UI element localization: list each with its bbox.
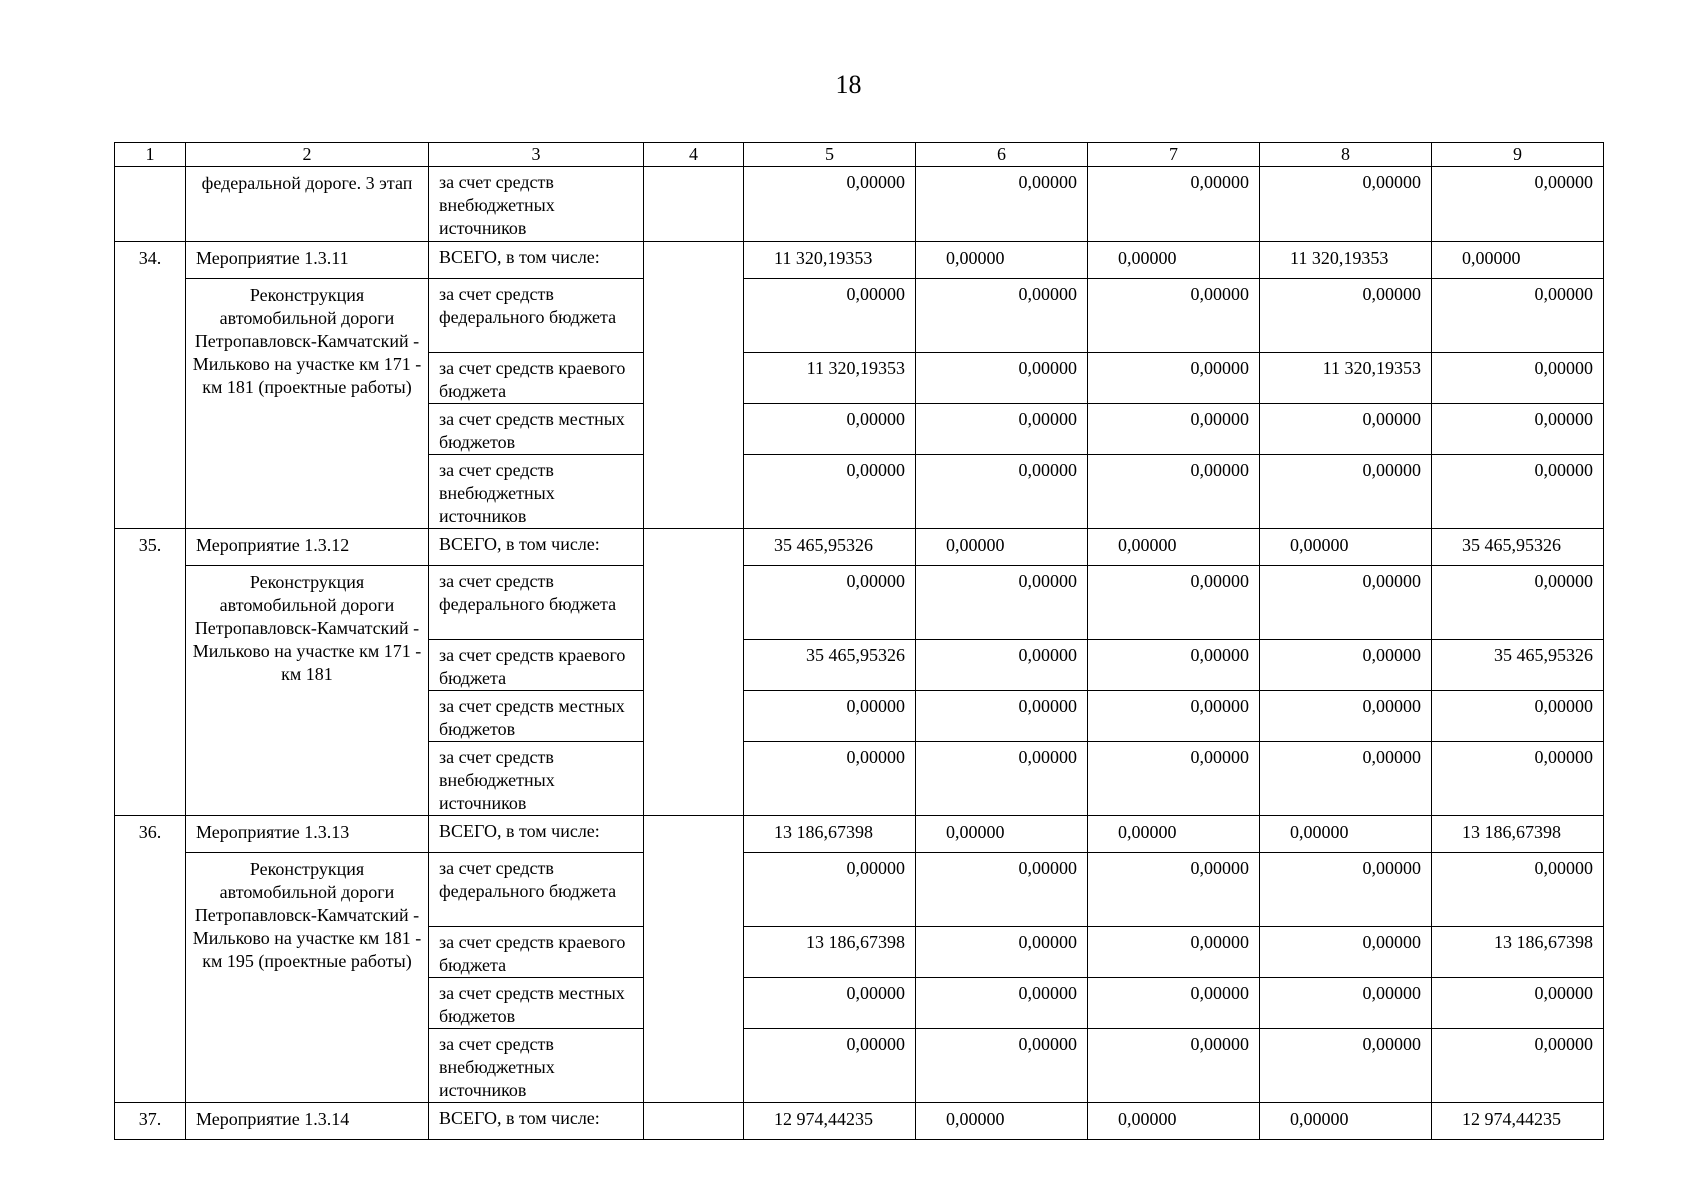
value-cell: 13 186,67398 (744, 927, 916, 978)
value-cell: 0,00000 (916, 566, 1088, 640)
value-cell: 0,00000 (916, 455, 1088, 529)
value-cell: 0,00000 (744, 853, 916, 927)
value-cell: 0,00000 (744, 978, 916, 1029)
total-value: 12 974,44235 (1432, 1103, 1604, 1140)
column-4-cell (644, 529, 744, 816)
continuation-row (115, 167, 1604, 242)
total-row (115, 1103, 1604, 1140)
funding-source: за счет средств федерального бюджета (429, 566, 644, 640)
measure-name: Мероприятие 1.3.12 (186, 529, 429, 566)
total-value: 0,00000 (916, 816, 1088, 853)
value-cell: 0,00000 (1260, 1029, 1432, 1103)
value-cell: 0,00000 (1432, 566, 1604, 640)
column-4-cell (644, 167, 744, 242)
value-cell: 0,00000 (1088, 691, 1260, 742)
funding-source: за счет средств краевого бюджета (429, 927, 644, 978)
value-cell: 0,00000 (1260, 978, 1432, 1029)
value-cell: 0,00000 (1260, 279, 1432, 353)
value-cell: 0,00000 (916, 353, 1088, 404)
total-value: 0,00000 (916, 242, 1088, 279)
column-number: 1 (115, 143, 186, 167)
funding-source: за счет средств внебюджетных источников (429, 1029, 644, 1103)
value-cell: 0,00000 (1432, 978, 1604, 1029)
value-cell: 0,00000 (1432, 742, 1604, 816)
total-row (115, 816, 1604, 853)
funding-source: за счет средств местных бюджетов (429, 691, 644, 742)
value-cell: 11 320,19353 (744, 353, 916, 404)
value-cell: 0,00000 (1260, 455, 1432, 529)
funding-source: за счет средств внебюджетных источников (429, 742, 644, 816)
federal-row (115, 279, 1604, 353)
value-cell: 0,00000 (1088, 853, 1260, 927)
total-value: 13 186,67398 (744, 816, 916, 853)
value-cell: 0,00000 (744, 455, 916, 529)
value-cell: 0,00000 (1432, 279, 1604, 353)
value-cell: 0,00000 (1260, 167, 1432, 242)
column-number: 4 (644, 143, 744, 167)
funding-source: ВСЕГО, в том числе: (429, 1103, 644, 1140)
total-value: 13 186,67398 (1432, 816, 1604, 853)
value-cell: 0,00000 (1088, 279, 1260, 353)
column-number: 8 (1260, 143, 1432, 167)
value-cell: 0,00000 (1260, 566, 1432, 640)
value-cell: 0,00000 (1432, 353, 1604, 404)
value-cell: 0,00000 (744, 691, 916, 742)
total-value: 0,00000 (916, 529, 1088, 566)
value-cell: 0,00000 (1088, 353, 1260, 404)
total-row (115, 529, 1604, 566)
row-number-cell (115, 167, 186, 242)
value-cell: 0,00000 (1260, 742, 1432, 816)
item-description: Реконструкция автомобильной дороги Петропавловск-Камчатский - Мильково на участке км 171 - км 181 (186, 566, 429, 816)
column-4-cell (644, 816, 744, 1103)
value-cell: 0,00000 (1432, 691, 1604, 742)
value-cell: 0,00000 (916, 640, 1088, 691)
row-number: 37. (115, 1103, 186, 1140)
value-cell: 0,00000 (1260, 404, 1432, 455)
row-number: 35. (115, 529, 186, 816)
value-cell: 35 465,95326 (744, 640, 916, 691)
value-cell: 0,00000 (1088, 742, 1260, 816)
value-cell: 0,00000 (1260, 640, 1432, 691)
value-cell: 0,00000 (1088, 978, 1260, 1029)
value-cell: 0,00000 (744, 167, 916, 242)
value-cell: 0,00000 (1088, 167, 1260, 242)
total-row (115, 242, 1604, 279)
value-cell: 0,00000 (1432, 455, 1604, 529)
value-cell: 0,00000 (916, 853, 1088, 927)
funding-source: ВСЕГО, в том числе: (429, 816, 644, 853)
item-description: Реконструкция автомобильной дороги Петропавловск-Камчатский - Мильково на участке км 171 - км 181 (проектные работы) (186, 279, 429, 529)
funding-source: за счет средств местных бюджетов (429, 978, 644, 1029)
funding-source: за счет средств внебюджетных источников (429, 455, 644, 529)
total-value: 0,00000 (1088, 242, 1260, 279)
value-cell: 0,00000 (1432, 404, 1604, 455)
value-cell: 0,00000 (916, 279, 1088, 353)
total-value: 0,00000 (1088, 1103, 1260, 1140)
column-number: 7 (1088, 143, 1260, 167)
value-cell: 0,00000 (1260, 927, 1432, 978)
total-value: 0,00000 (1088, 529, 1260, 566)
total-value: 0,00000 (1260, 529, 1432, 566)
value-cell: 0,00000 (1088, 640, 1260, 691)
total-value: 35 465,95326 (1432, 529, 1604, 566)
total-value: 0,00000 (1088, 816, 1260, 853)
value-cell: 0,00000 (916, 167, 1088, 242)
column-4-cell (644, 1103, 744, 1140)
column-number-row (115, 143, 1604, 167)
funding-source: за счет средств краевого бюджета (429, 640, 644, 691)
value-cell: 0,00000 (744, 742, 916, 816)
total-value: 11 320,19353 (744, 242, 916, 279)
value-cell: 0,00000 (744, 566, 916, 640)
total-value: 0,00000 (916, 1103, 1088, 1140)
funding-source: ВСЕГО, в том числе: (429, 529, 644, 566)
value-cell: 0,00000 (916, 404, 1088, 455)
value-cell: 0,00000 (1432, 167, 1604, 242)
budget-table (114, 142, 1604, 1140)
value-cell: 0,00000 (1432, 1029, 1604, 1103)
total-value: 0,00000 (1432, 242, 1604, 279)
value-cell: 35 465,95326 (1432, 640, 1604, 691)
funding-source: ВСЕГО, в том числе: (429, 242, 644, 279)
value-cell: 11 320,19353 (1260, 353, 1432, 404)
row-number: 36. (115, 816, 186, 1103)
value-cell: 0,00000 (1088, 566, 1260, 640)
value-cell: 0,00000 (1260, 853, 1432, 927)
funding-source: за счет средств местных бюджетов (429, 404, 644, 455)
measure-name: Мероприятие 1.3.14 (186, 1103, 429, 1140)
value-cell: 0,00000 (916, 978, 1088, 1029)
value-cell: 0,00000 (1088, 455, 1260, 529)
value-cell: 0,00000 (744, 1029, 916, 1103)
value-cell: 0,00000 (916, 927, 1088, 978)
funding-source: за счет средств краевого бюджета (429, 353, 644, 404)
value-cell: 0,00000 (1432, 853, 1604, 927)
column-number: 6 (916, 143, 1088, 167)
measure-name: Мероприятие 1.3.13 (186, 816, 429, 853)
federal-row (115, 566, 1604, 640)
column-number: 3 (429, 143, 644, 167)
column-number: 9 (1432, 143, 1604, 167)
value-cell: 0,00000 (916, 1029, 1088, 1103)
total-value: 11 320,19353 (1260, 242, 1432, 279)
federal-row (115, 853, 1604, 927)
row-number: 34. (115, 242, 186, 529)
funding-source: за счет средств федерального бюджета (429, 279, 644, 353)
column-number: 5 (744, 143, 916, 167)
value-cell: 0,00000 (744, 404, 916, 455)
total-value: 12 974,44235 (744, 1103, 916, 1140)
total-value: 35 465,95326 (744, 529, 916, 566)
measure-name: Мероприятие 1.3.11 (186, 242, 429, 279)
value-cell: 0,00000 (1260, 691, 1432, 742)
value-cell: 0,00000 (1088, 404, 1260, 455)
funding-source: за счет средств федерального бюджета (429, 853, 644, 927)
total-value: 0,00000 (1260, 1103, 1432, 1140)
page-number: 18 (835, 70, 862, 99)
value-cell: 0,00000 (916, 691, 1088, 742)
value-cell: 0,00000 (1088, 1029, 1260, 1103)
funding-source: за счет средств внебюджетных источников (429, 167, 644, 242)
item-description: Реконструкция автомобильной дороги Петропавловск-Камчатский - Мильково на участке км 181 - км 195 (проектные работы) (186, 853, 429, 1103)
value-cell: 13 186,67398 (1432, 927, 1604, 978)
column-4-cell (644, 242, 744, 529)
value-cell: 0,00000 (1088, 927, 1260, 978)
total-value: 0,00000 (1260, 816, 1432, 853)
value-cell: 0,00000 (744, 279, 916, 353)
column-number: 2 (186, 143, 429, 167)
item-description: федеральной дороге. 3 этап (186, 167, 429, 242)
value-cell: 0,00000 (916, 742, 1088, 816)
